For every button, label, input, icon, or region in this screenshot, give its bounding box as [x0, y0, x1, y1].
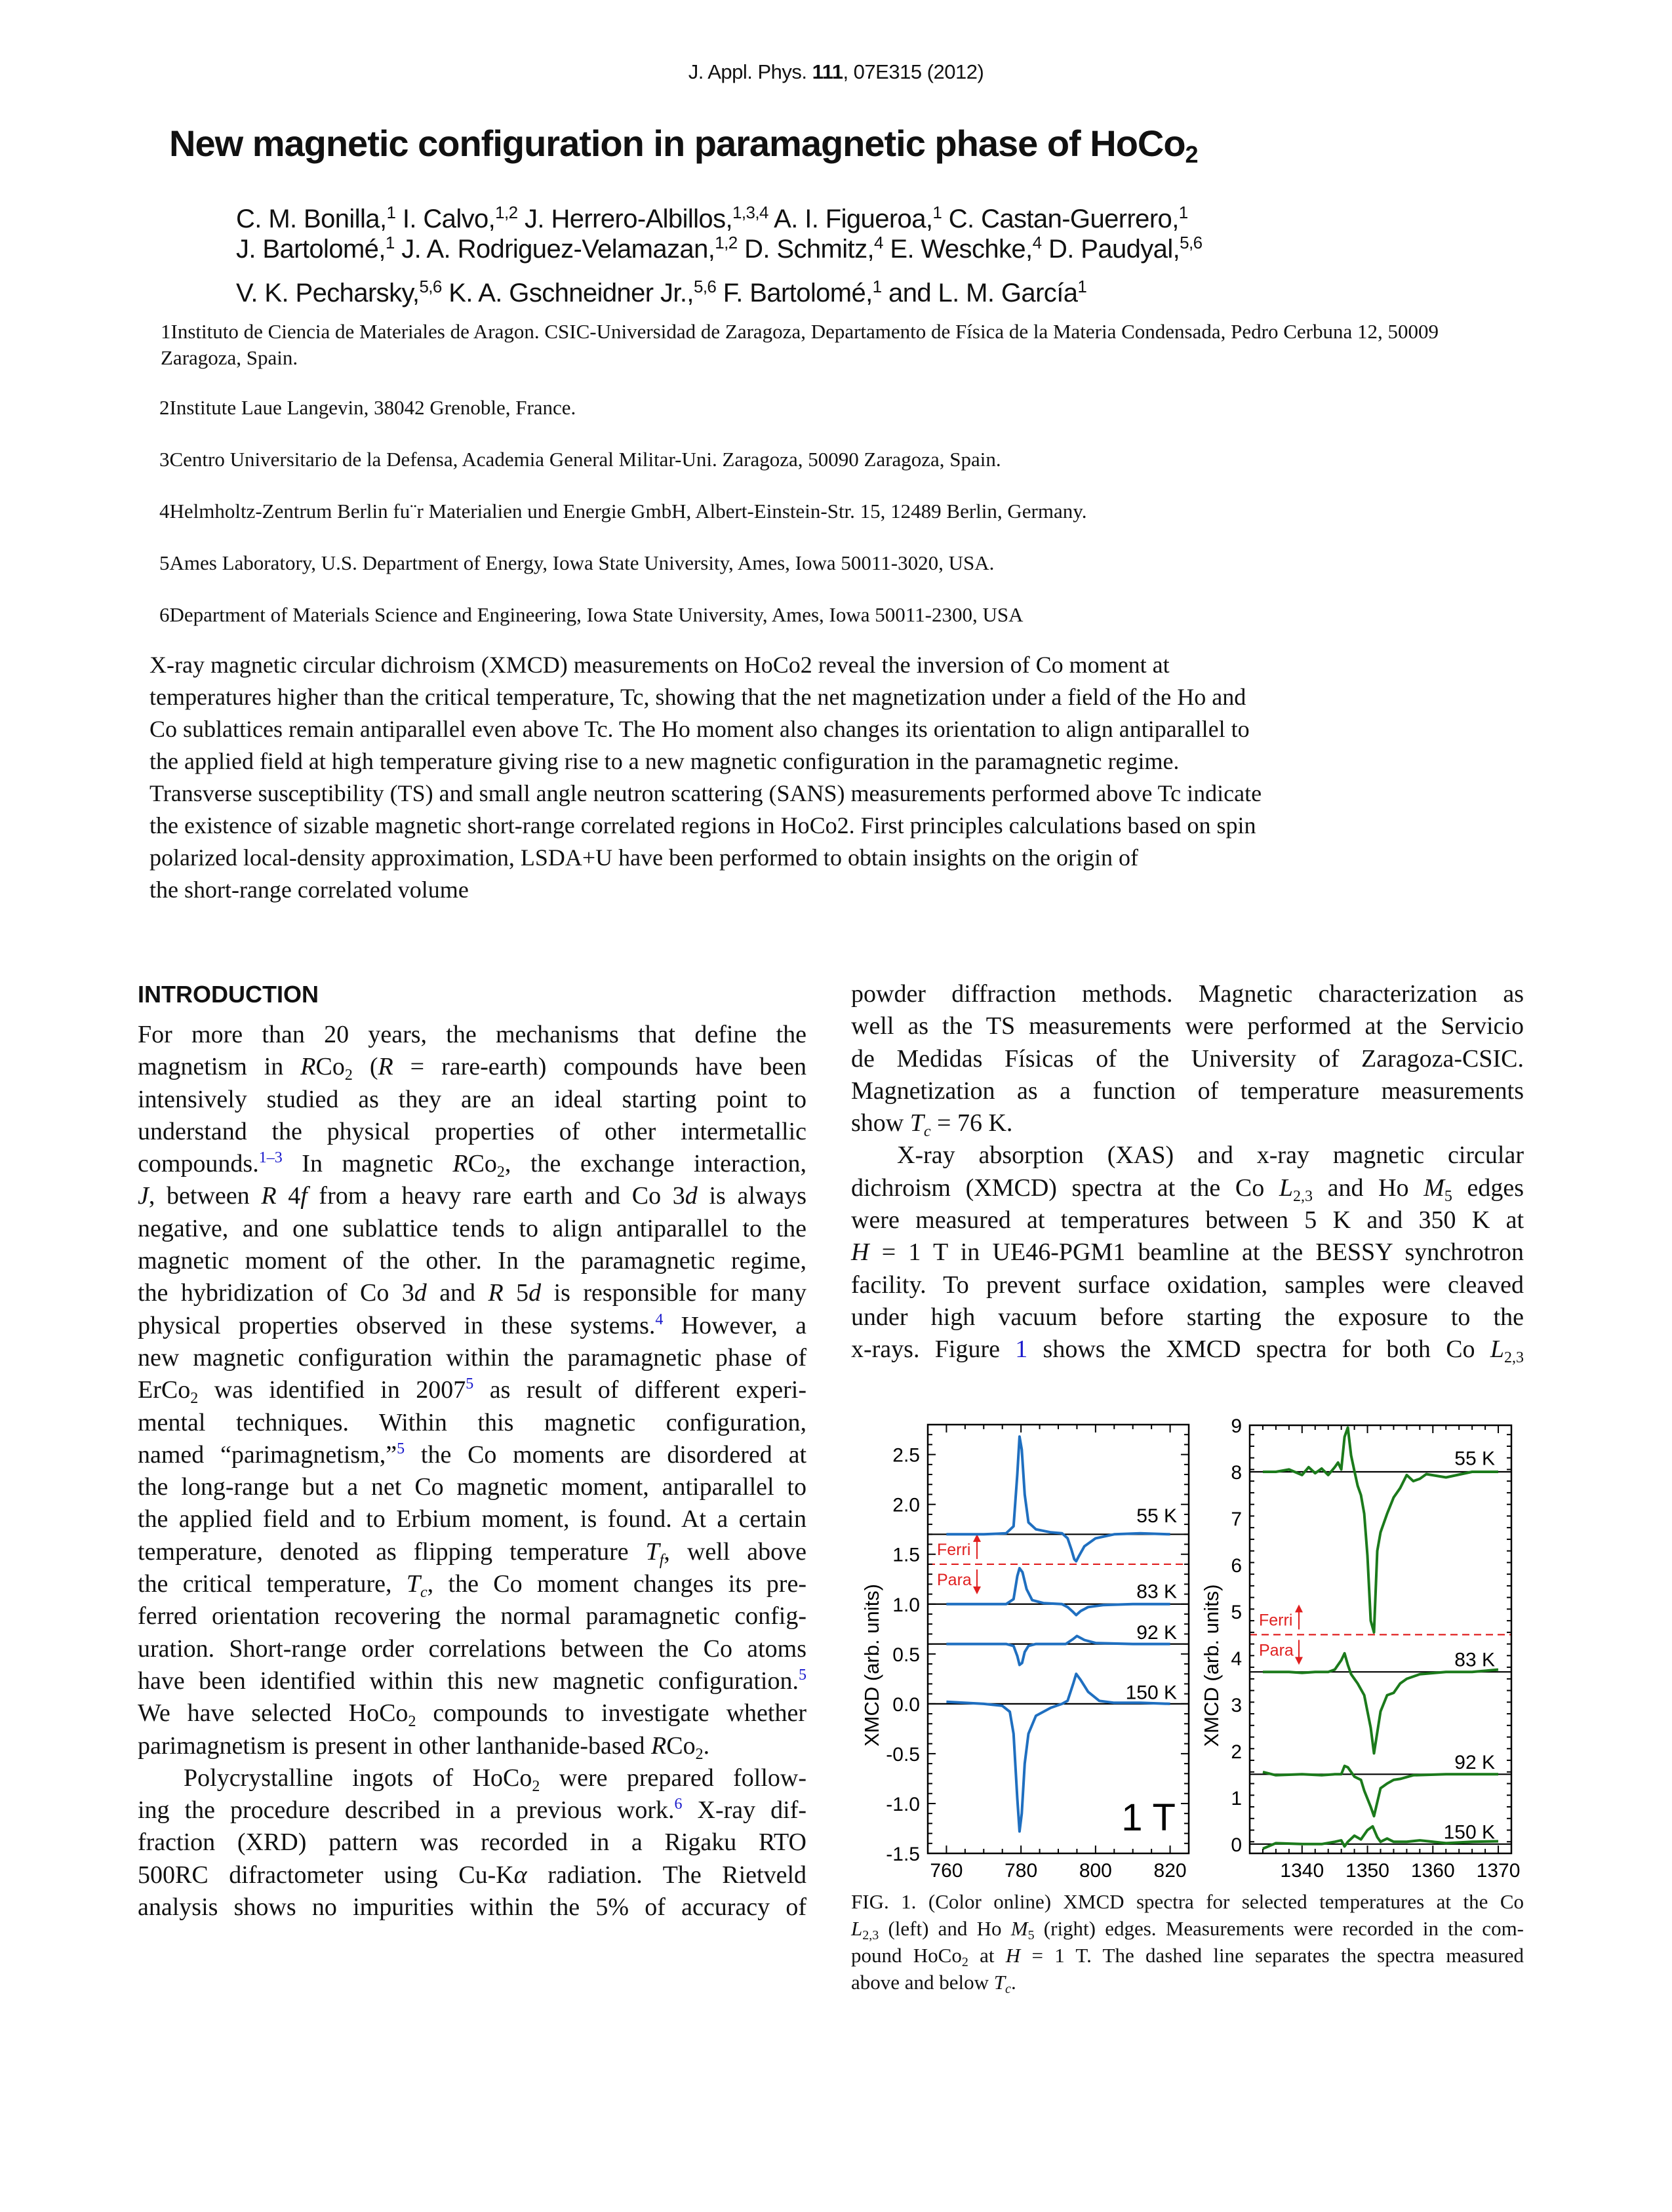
affiliation-marker: 1	[932, 203, 942, 222]
text-line: show $T_c = 76$ K.	[851, 1109, 1013, 1141]
para-label: Para	[937, 1570, 972, 1589]
y-tick-label: 7	[1231, 1508, 1242, 1530]
para-label: Para	[1259, 1641, 1294, 1660]
text-line: the critical temperature, $T_c$, the Co moment changes its pre-	[138, 1570, 806, 1602]
y-tick-label: 8	[1231, 1461, 1242, 1484]
series-label: 83 K	[1136, 1581, 1177, 1603]
reference-link[interactable]: 4	[655, 1311, 664, 1328]
y-tick-label: -1.0	[886, 1793, 920, 1815]
series-label: 92 K	[1136, 1622, 1177, 1644]
arrow-up-icon	[1295, 1604, 1303, 1612]
text-line: named “parimagnetism,”$^5$ the Co moments are disordered at	[138, 1440, 806, 1469]
affiliation-marker: 5,6	[693, 277, 717, 296]
series-label: 150 K	[1125, 1682, 1177, 1704]
text-line: the applied field and to Erbium moment, is found. At a certain	[138, 1505, 806, 1533]
author-name: C. Castan-Guerrero,	[942, 205, 1179, 233]
reference-link[interactable]: 6	[674, 1796, 683, 1813]
affiliation-5: 5Ames Laboratory, U.S. Department of Energy, Iowa State University, Ames, Iowa 50011-3020, USA.	[159, 551, 995, 574]
affiliation-4: 4Helmholtz-Zentrum Berlin fu¨r Materialien und Energie GmbH, Albert-Einstein-Str. 15, 12489 Berlin, Germany.	[159, 500, 1087, 523]
affiliation-marker: 4	[1032, 233, 1042, 252]
series-92k	[1263, 1766, 1498, 1817]
y-tick-label: 0.0	[892, 1693, 920, 1716]
x-tick-label: 1350	[1345, 1860, 1389, 1882]
text-line: were measured at temperatures between 5 K and 350 K at	[851, 1206, 1524, 1234]
series-label: 92 K	[1454, 1751, 1495, 1773]
affiliation-3: 3Centro Universitario de la Defensa, Academia General Militar-Uni. Zaragoza, 50090 Zaragoza, Spain.	[159, 448, 1001, 471]
text-line: intensively studied as they are an ideal starting point to	[138, 1085, 806, 1113]
journal-volume: 111	[812, 60, 843, 83]
text-line: 500RC difractometer using Cu-Kα radiation. The Rietveld	[138, 1861, 807, 1889]
text-line: x-rays. Figure 1 shows the XMCD spectra for both Co $L_{2,3}$	[851, 1335, 1524, 1367]
x-tick-label: 800	[1079, 1860, 1112, 1882]
affiliation-marker: 1	[386, 203, 396, 222]
x-tick-label: 820	[1153, 1860, 1187, 1882]
left-column-text	[138, 1019, 806, 1924]
affiliation-marker: 1	[385, 233, 395, 252]
text-line: X-ray absorption (XAS) and x-ray magnetic circular	[897, 1141, 1524, 1170]
text-line: powder diffraction methods. Magnetic characterization as	[851, 980, 1524, 1008]
journal-pages-year: , 07E315 (2012)	[843, 60, 984, 83]
text-line: magnetism in RCo$_2$ (R = rare-earth) compounds have been	[138, 1053, 806, 1084]
affiliation-marker: 1,2	[495, 203, 518, 222]
text-line: above and below $T_c$.	[851, 1971, 1016, 1996]
y-axis-label: XMCD (arb. units)	[860, 1583, 883, 1747]
series-label: 150 K	[1443, 1821, 1495, 1844]
text-line: $L_{2,3}$ (left) and Ho $M_5$ (right) edges. Measurements were recorded in the com-	[851, 1917, 1524, 1943]
text-line: the hybridization of Co 3d and R 5d is responsible for many	[138, 1279, 807, 1307]
y-tick-label: 1.0	[892, 1594, 920, 1616]
author-name: J. Herrero-Albillos,	[517, 205, 732, 233]
section-heading-introduction: INTRODUCTION	[138, 981, 319, 1008]
author-name: I. Calvo,	[395, 205, 496, 233]
text-line: de Medidas Físicas of the University of Zaragoza-CSIC.	[851, 1044, 1524, 1073]
figure-caption	[851, 1888, 1524, 1996]
y-tick-label: 3	[1231, 1694, 1242, 1716]
author-name: J. Bartolomé,	[236, 235, 386, 264]
reference-link[interactable]: 1–3	[258, 1149, 283, 1167]
affiliation-marker: 1	[872, 277, 882, 296]
text-line: X-ray magnetic circular dichroism (XMCD) measurements on HoCo2 reveal the inversion of Co moment at	[149, 652, 1170, 678]
author-name: F. Bartolomé,	[716, 279, 873, 307]
author-name: and L. M. García	[881, 279, 1078, 307]
author-name: A. I. Figueroa,	[768, 205, 933, 233]
text-line: facility. To prevent surface oxidation, samples were cleaved	[851, 1271, 1524, 1299]
reference-link[interactable]: 5	[397, 1440, 405, 1457]
author-name: J. A. Rodriguez-Velamazan,	[394, 235, 715, 264]
y-tick-label: 0.5	[892, 1644, 920, 1666]
author-name: D. Paudyal,	[1041, 235, 1180, 264]
x-axis-label	[1029, 1881, 1087, 1882]
y-tick-label: 0	[1231, 1834, 1242, 1856]
text-line: negative, and one sublattice tends to align antiparallel to the	[138, 1214, 806, 1242]
y-tick-label: 2.0	[892, 1494, 920, 1516]
affiliation-1: 1Instituto de Ciencia de Materiales de Aragon. CSIC-Universidad de Zaragoza, Departamento de Física de la Materia Condensada, Pedro Cerbuna 12, 50009 Zaragoza, Spain.	[161, 320, 1439, 369]
y-tick-label: 2	[1231, 1741, 1242, 1763]
reference-link[interactable]: 5	[799, 1666, 806, 1684]
ferri-label: Ferri	[1259, 1611, 1293, 1630]
text-line: the short-range correlated volume	[149, 877, 469, 903]
text-line: well as the TS measurements were performed at the Servicio	[851, 1012, 1524, 1040]
text-line: the existence of sizable magnetic short-range correlated regions in HoCo2. First principles calculations based on spin	[149, 812, 1256, 839]
text-line: fraction (XRD) pattern was recorded in a Rigaku RTO	[138, 1828, 806, 1857]
author-line-3	[236, 279, 1086, 307]
y-tick-label: 9	[1231, 1415, 1242, 1437]
text-line: physical properties observed in these systems.$^4$ However, a	[138, 1311, 806, 1339]
y-axis-label: XMCD (arb. units)	[1200, 1584, 1223, 1747]
text-line: For more than 20 years, the mechanisms that define the	[138, 1021, 806, 1048]
author-name: K. A. Gschneidner Jr.,	[441, 279, 694, 307]
text-line: Polycrystalline ingots of HoCo$_2$ were prepared follow-	[184, 1764, 807, 1795]
field-annotation: 1 T	[1121, 1796, 1176, 1839]
x-axis-label	[1352, 1881, 1410, 1882]
text-line: polarized local-density approximation, LSDA+U have been performed to obtain insights on the origin of	[149, 844, 1138, 871]
text-line: compounds.$^{1-3}$ In magnetic RCo$_2$, the exchange interaction,	[138, 1149, 806, 1181]
author-line-1	[236, 205, 1188, 233]
y-tick-label: 6	[1231, 1554, 1242, 1577]
text-line: temperatures higher than the critical temperature, Tc, showing that the net magnetization under a field of the Ho and	[149, 684, 1246, 710]
affiliation-marker: 4	[873, 233, 883, 252]
affiliation-marker: 1	[1178, 203, 1188, 222]
author-name: C. M. Bonilla,	[236, 205, 387, 233]
author-name: V. K. Pecharsky,	[236, 279, 420, 307]
text-line: We have selected HoCo$_2$ compounds to investigate whether	[138, 1699, 807, 1731]
affiliation-6: 6Department of Materials Science and Engineering, Iowa State University, Ames, Iowa 50011-2300, USA	[159, 603, 1024, 626]
y-tick-label: 2.5	[892, 1444, 920, 1467]
text-line: dichroism (XMCD) spectra at the Co $L_{2,3}$ and Ho $M_5$ edges	[851, 1174, 1524, 1205]
text-line: understand the physical properties of other intermetallic	[138, 1117, 806, 1145]
y-tick-label: -1.5	[886, 1844, 920, 1865]
arrow-down-icon	[973, 1587, 981, 1594]
y-tick-label: 4	[1231, 1648, 1242, 1670]
title-subscript: 2	[1185, 141, 1198, 168]
right-column-text	[851, 978, 1524, 1366]
text-line: FIG. 1. (Color online) XMCD spectra for selected temperatures at the Co	[851, 1890, 1524, 1913]
affiliation-marker: 1	[1077, 277, 1087, 296]
reference-link[interactable]: 1	[1015, 1335, 1028, 1364]
series-label: 55 K	[1454, 1448, 1495, 1470]
text-line: Co sublattices remain antiparallel even above Tc. The Ho moment also changes its orientation to align antiparallel to	[149, 716, 1250, 742]
text-line: parimagnetism is present in other lanthanide-based RCo$_2$.	[138, 1731, 710, 1763]
text-line: H = 1 T in UE46-PGM1 beamline at the BESSY synchrotron	[851, 1238, 1524, 1267]
y-tick-label: 1	[1231, 1787, 1242, 1809]
xmcd-chart	[846, 1396, 1541, 1882]
affiliation-marker: 5,6	[1180, 233, 1203, 252]
figure-1-xmcd-spectra	[846, 1396, 1541, 1882]
text-line: mental techniques. Within this magnetic configuration,	[138, 1408, 806, 1436]
text-line: ferred orientation recovering the normal paramagnetic config-	[138, 1602, 806, 1630]
paper-title	[169, 122, 1198, 168]
text-line: the applied field at high temperature giving rise to a new magnetic configuration in the paramagnetic regime.	[149, 748, 1180, 774]
text-line: Transverse susceptibility (TS) and small angle neutron scattering (SANS) measurements performed above Tc indicate	[149, 780, 1262, 806]
y-tick-label: 5	[1231, 1601, 1242, 1623]
author-name: D. Schmitz,	[737, 235, 874, 264]
y-tick-label: -0.5	[886, 1743, 920, 1766]
text-line: new magnetic configuration within the paramagnetic phase of	[138, 1343, 806, 1372]
x-tick-label: 760	[930, 1860, 963, 1882]
affiliation-marker: 1,2	[715, 233, 738, 252]
text-line: pound HoCo$_2$ at H = 1 T. The dashed line separates the spectra measured	[851, 1944, 1524, 1969]
text-line: Magnetization as a function of temperature measurements	[851, 1076, 1524, 1105]
journal-name: J. Appl. Phys.	[688, 60, 812, 83]
x-tick-label: 780	[1005, 1860, 1038, 1882]
text-line: under high vacuum before starting the exposure to the	[851, 1303, 1524, 1331]
affiliation-2: 2Institute Laue Langevin, 38042 Grenoble, France.	[159, 396, 576, 419]
arrow-down-icon	[1295, 1657, 1303, 1665]
ferri-label: Ferri	[937, 1540, 971, 1559]
text-line: temperature, denoted as flipping temperature $T_f$, well above	[138, 1537, 807, 1569]
affiliation-marker: 1,3,4	[732, 203, 768, 222]
author-line-2	[236, 235, 1202, 264]
journal-reference	[0, 60, 1672, 84]
series-55k	[946, 1436, 1170, 1561]
affiliation-marker: 5,6	[419, 277, 442, 296]
author-name: E. Weschke,	[883, 235, 1033, 264]
text-line: ing the procedure described in a previous work.$^6$ X-ray dif-	[138, 1796, 806, 1825]
text-line: magnetic moment of the other. In the paramagnetic regime,	[138, 1247, 806, 1275]
text-line: have been identified within this new magnetic configuration.$^5$	[138, 1666, 806, 1695]
x-tick-label: 1360	[1410, 1860, 1455, 1882]
y-tick-label: 1.5	[892, 1544, 920, 1566]
series-label: 55 K	[1136, 1505, 1177, 1528]
text-line: J, between R 4f from a heavy rare earth and Co 3d is always	[138, 1182, 806, 1210]
text-line: uration. Short-range order correlations between the Co atoms	[138, 1634, 806, 1663]
x-tick-label: 1370	[1476, 1860, 1521, 1882]
abstract	[149, 649, 1533, 906]
x-tick-label: 1340	[1280, 1860, 1324, 1882]
text-line: ErCo$_2$ was identified in 2007$^5$ as result of different experi-	[138, 1375, 806, 1408]
series-label: 83 K	[1454, 1649, 1495, 1671]
text-line: analysis shows no impurities within the 5% of accuracy of	[138, 1893, 806, 1922]
title-text: New magnetic configuration in paramagnetic phase of HoCo	[169, 123, 1185, 164]
text-line: the long-range but a net Co magnetic moment, antiparallel to	[138, 1473, 806, 1501]
reference-link[interactable]: 5	[466, 1375, 474, 1393]
